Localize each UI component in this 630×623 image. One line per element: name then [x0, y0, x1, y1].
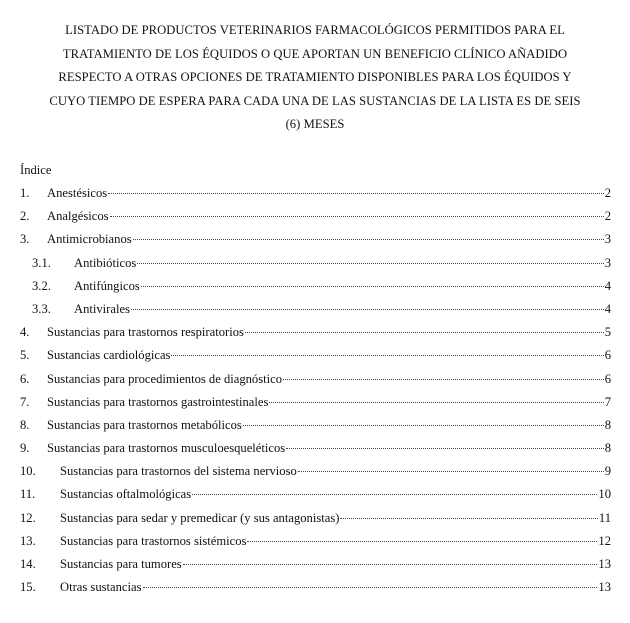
title-line: LISTADO DE PRODUCTOS VETERINARIOS FARMACOLÓGICOS PERMITIDOS PARA EL	[65, 23, 565, 37]
toc-entry-number: 3.3.	[32, 301, 51, 316]
toc-entry[interactable]	[20, 348, 611, 371]
toc-entry[interactable]	[20, 325, 611, 348]
toc-entry-page: 4	[604, 278, 611, 293]
toc-entry[interactable]	[20, 487, 611, 510]
toc-entry-label[interactable]: Sustancias para trastornos gastrointestinales	[47, 394, 269, 409]
toc-entry-page: 13	[598, 557, 611, 571]
toc-entry-line	[47, 348, 611, 363]
toc-entry-line	[60, 557, 611, 572]
dot-leader	[247, 541, 597, 542]
toc-entry-number: 3.2.	[32, 278, 51, 293]
toc-entry-page: 3	[604, 255, 611, 270]
dot-leader	[141, 286, 604, 287]
toc-entry-number: 2.	[20, 209, 30, 224]
toc-entry-label[interactable]: Sustancias para trastornos musculoesqueléticos	[47, 441, 286, 456]
toc-entry-number: 1.	[20, 186, 30, 200]
toc-entry-line	[47, 441, 611, 456]
dot-leader	[143, 587, 598, 588]
toc-entry[interactable]	[20, 372, 611, 395]
toc-entry[interactable]	[20, 557, 611, 580]
toc-entry-label[interactable]: Sustancias oftalmológicas	[60, 487, 192, 502]
toc-entry-label[interactable]: Antibióticos	[74, 255, 137, 270]
toc-entry-line	[47, 209, 611, 224]
toc-entry[interactable]	[20, 441, 611, 464]
dot-leader	[286, 448, 604, 449]
toc-entry-label[interactable]: Sustancias para trastornos sistémicos	[60, 533, 247, 548]
toc-entry[interactable]	[20, 395, 611, 418]
dot-leader	[133, 239, 604, 240]
toc-entry-page: 8	[604, 441, 611, 456]
toc-entry-label[interactable]: Analgésicos	[47, 209, 109, 224]
toc-entry-number: 14.	[20, 557, 36, 571]
document-title	[20, 19, 610, 137]
title-line: RESPECTO A OTRAS OPCIONES DE TRATAMIENTO DISPONIBLES PARA LOS ÉQUIDOS Y	[58, 70, 572, 85]
toc-entry-number: 11.	[20, 487, 36, 502]
toc-heading: Índice	[20, 163, 52, 177]
toc-entry[interactable]	[20, 534, 611, 557]
toc-entry-page: 6	[604, 371, 611, 386]
toc-entry-number: 10.	[20, 464, 36, 479]
toc-entry-line	[60, 534, 611, 549]
dot-leader	[283, 379, 604, 380]
toc-entry-label[interactable]: Sustancias para trastornos metabólicos	[47, 417, 242, 432]
dot-leader	[340, 518, 597, 519]
toc-entry-number: 7.	[20, 394, 30, 409]
toc-entry-page: 12	[598, 533, 611, 548]
toc-entry-label[interactable]: Sustancias cardiológicas	[47, 348, 171, 363]
dot-leader	[243, 425, 604, 426]
toc-entry[interactable]	[20, 511, 611, 534]
dot-leader	[245, 332, 604, 333]
toc-entry-page: 3	[604, 232, 611, 247]
toc-entry-line	[47, 186, 611, 201]
toc-entry-number: 8.	[20, 417, 30, 432]
dot-leader	[269, 402, 603, 403]
toc-entry-label[interactable]: Sustancias para procedimientos de diagnóstico	[47, 371, 283, 386]
toc-entry-line	[60, 511, 611, 526]
toc-entry-label[interactable]: Antivirales	[74, 301, 130, 316]
toc-entry-line	[47, 395, 611, 410]
toc-entry[interactable]	[20, 279, 611, 302]
toc-entry-number: 13.	[20, 533, 36, 548]
toc-entry-number: 9.	[20, 441, 30, 456]
toc-entry-page: 4	[604, 301, 611, 316]
table-of-contents	[20, 186, 611, 603]
toc-entry-page: 11	[598, 510, 611, 525]
toc-entry[interactable]	[20, 256, 611, 279]
title-line: CUYO TIEMPO DE ESPERA PARA CADA UNA DE LAS SUSTANCIAS DE LA LISTA ES DE SEIS	[49, 93, 581, 108]
title-line: TRATAMIENTO DE LOS ÉQUIDOS O QUE APORTAN UN BENEFICIO CLÍNICO AÑADIDO	[62, 46, 568, 61]
toc-entry-number: 5.	[20, 348, 30, 363]
title-line: (6) MESES	[285, 117, 345, 132]
dot-leader	[137, 263, 603, 264]
toc-entry-line	[60, 580, 611, 595]
toc-entry-label[interactable]: Sustancias para sedar y premedicar (y sus antagonistas)	[60, 510, 340, 525]
toc-entry-page: 2	[604, 209, 611, 224]
toc-entry-label[interactable]: Sustancias para trastornos del sistema nervioso	[60, 464, 297, 479]
dot-leader	[171, 355, 603, 356]
toc-entry-label[interactable]: Sustancias para trastornos respiratorios	[47, 325, 244, 340]
toc-entry-line	[74, 279, 611, 294]
toc-entry-page: 9	[604, 464, 611, 479]
toc-entry-line	[60, 464, 611, 479]
toc-entry-label[interactable]: Anestésicos	[47, 186, 108, 200]
toc-entry-number: 6.	[20, 371, 30, 386]
toc-entry-label[interactable]: Antimicrobianos	[47, 232, 132, 247]
toc-entry-page: 10	[598, 487, 611, 502]
toc-entry-line	[74, 256, 611, 271]
toc-entry-number: 12.	[20, 510, 36, 525]
toc-entry[interactable]	[20, 418, 611, 441]
toc-entry[interactable]	[20, 464, 611, 487]
dot-leader	[183, 564, 598, 565]
toc-entry-page: 13	[598, 580, 611, 595]
toc-entry-number: 15.	[20, 580, 36, 595]
toc-entry-line	[47, 372, 611, 387]
toc-entry-page: 7	[604, 394, 611, 409]
toc-entry-page: 8	[604, 417, 611, 432]
toc-entry[interactable]	[20, 232, 611, 255]
toc-entry-label[interactable]: Sustancias para tumores	[60, 557, 182, 571]
toc-entry-line	[47, 418, 611, 433]
toc-entry-line	[47, 232, 611, 247]
toc-entry-page: 6	[604, 348, 611, 363]
toc-entry-label[interactable]: Antifúngicos	[74, 278, 140, 293]
dot-leader	[131, 309, 604, 310]
toc-entry-line	[47, 325, 611, 340]
toc-entry[interactable]	[20, 186, 611, 209]
toc-entry-line	[60, 487, 611, 502]
toc-entry-page: 2	[604, 186, 611, 200]
toc-entry-number: 3.1.	[32, 255, 51, 270]
toc-entry[interactable]	[20, 209, 611, 232]
dot-leader	[110, 216, 604, 217]
toc-entry-number: 3.	[20, 232, 30, 247]
dot-leader	[192, 494, 597, 495]
toc-entry-label[interactable]: Otras sustancias	[60, 580, 142, 595]
toc-entry-number: 4.	[20, 325, 30, 340]
toc-entry[interactable]	[20, 580, 611, 603]
toc-entry[interactable]	[20, 302, 611, 325]
toc-entry-page: 5	[604, 325, 611, 340]
toc-entry-line	[74, 302, 611, 317]
dot-leader	[298, 471, 604, 472]
dot-leader	[108, 193, 604, 194]
